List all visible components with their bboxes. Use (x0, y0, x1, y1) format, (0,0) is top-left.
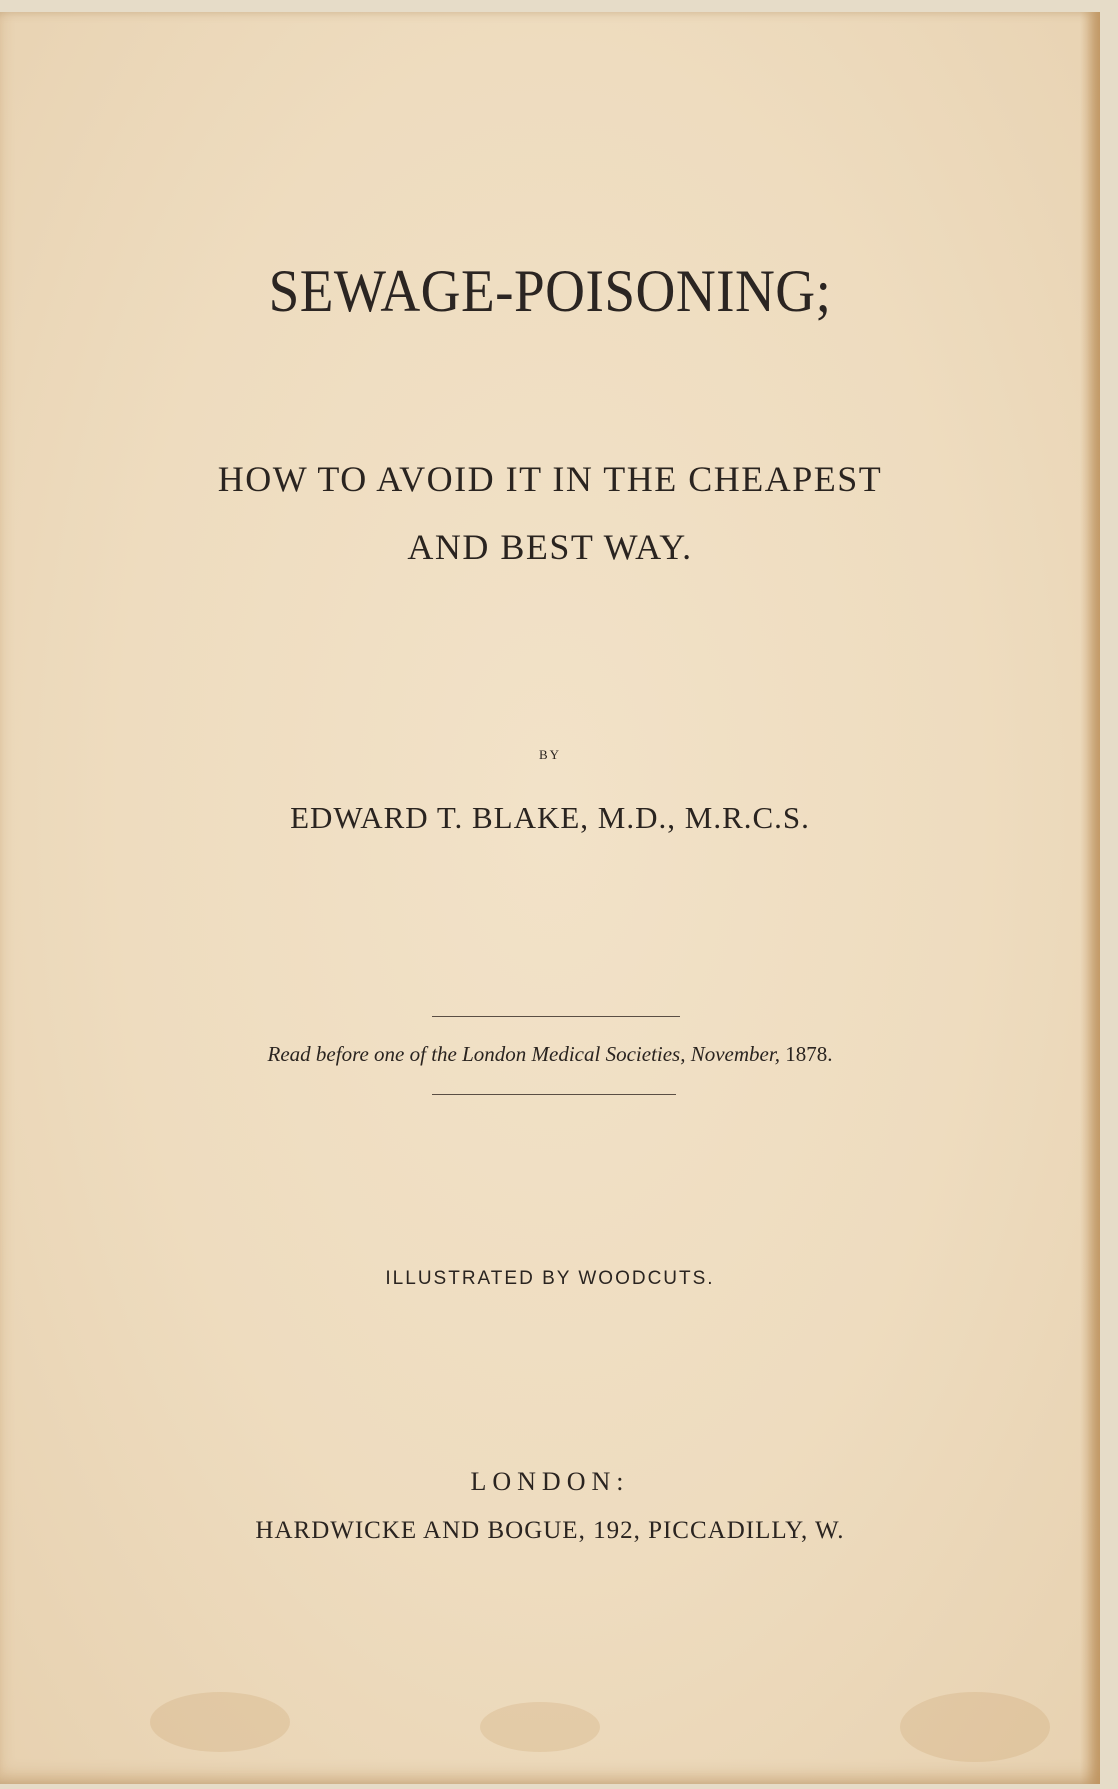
by-label: BY (538, 747, 562, 762)
imprint-publisher: HARDWICKE AND BOGUE, 192, PICCADILLY, W. (255, 1517, 845, 1544)
illustrated-note: ILLUSTRATED BY WOODCUTS. (385, 1268, 715, 1289)
foxing-stain (900, 1692, 1050, 1762)
author-name: EDWARD T. BLAKE, M.D., M.R.C.S. (290, 800, 810, 835)
divider-rule-top (432, 1016, 680, 1017)
foxing-stain (480, 1702, 600, 1752)
foxing-stain (150, 1692, 290, 1752)
read-before-text: Read before one of the London Medical Societies, November, (267, 1042, 780, 1066)
book-title: SEWAGE-POISONING; (268, 258, 832, 324)
subtitle-line-2: AND BEST WAY. (407, 527, 693, 567)
divider-rule-bottom (432, 1094, 676, 1095)
imprint-place: LONDON: (470, 1467, 630, 1496)
title-page (0, 12, 1100, 1784)
read-before-year: 1878. (785, 1042, 833, 1066)
read-before-note (0, 1042, 1100, 1067)
subtitle-line-1: HOW TO AVOID IT IN THE CHEAPEST (217, 459, 883, 499)
